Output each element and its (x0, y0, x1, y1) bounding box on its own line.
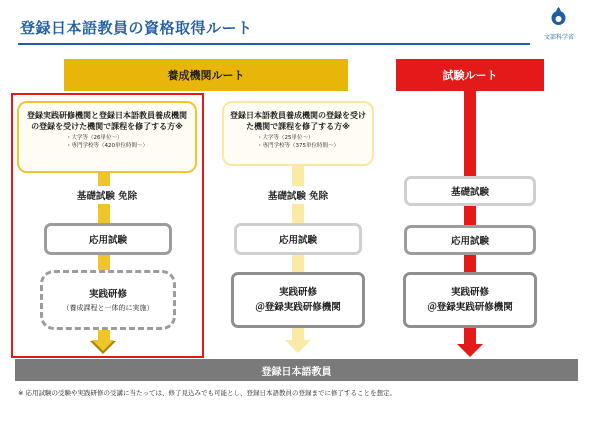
middle-path-condition-university: ・大学等（25単位～） (257, 135, 314, 141)
left-path-applied-exam-box: 応用試験 (44, 223, 172, 255)
exam-route-header: 試験ルート (396, 59, 544, 91)
middle-path-basic-exam-exempt: 基礎試験 免除 (253, 186, 343, 204)
page-title: 登録日本語教員の資格取得ルート (20, 19, 253, 37)
mext-logo-icon (551, 6, 566, 26)
mext-logo (537, 5, 581, 43)
left-path-condition-details (66, 134, 148, 150)
exam-route-practicum-box (403, 272, 537, 328)
middle-path-condition-vocational: ・専門学校等（375単位時間～） (257, 143, 339, 149)
registered-teacher-result-bar: 登録日本語教員 (15, 359, 578, 381)
left-path-condition-title: 登録実践研修機関と登録日本語教員養成機関の登録を受けた機関で課程を修了する方※ (27, 111, 187, 131)
left-path-practicum-title: 実践研修 (88, 288, 127, 300)
exam-route-practicum-title: 実践研修 (450, 287, 489, 298)
left-path-practicum-box (40, 270, 176, 330)
middle-path-applied-exam-box: 応用試験 (234, 223, 362, 255)
mext-logo-text: 文部科学省 (543, 34, 574, 41)
left-path-practicum-note: （養成課程と一体的に実施） (62, 303, 154, 312)
footnote: ※ 応用試験の受験や実践研修の受講に当たっては、修了見込みでも可能とし、登録日本語教員の登録までに修了することを想定。 (18, 389, 397, 397)
exam-route-practicum-note: ＠登録実践研修機関 (427, 302, 513, 313)
middle-path-practicum-box (231, 272, 365, 328)
left-path-condition-box (17, 101, 197, 173)
left-path-basic-exam-exempt: 基礎試験 免除 (62, 186, 152, 204)
middle-path-practicum-title: 実践研修 (278, 287, 317, 298)
middle-path-arrow-head (285, 340, 311, 353)
middle-path-condition-title: 登録日本語教員養成機関の登録を受けた機関で課程を修了する方※ (230, 111, 366, 131)
exam-route-arrow-head (457, 344, 483, 357)
exam-route-basic-exam-box: 基礎試験 (404, 176, 536, 206)
middle-path-condition-box (222, 101, 374, 166)
left-path-condition-university: ・大学等（26単位～） (66, 135, 123, 141)
middle-path-condition-details (257, 134, 339, 150)
training-route-header: 養成機関ルート (64, 59, 348, 91)
title-underline (18, 43, 530, 45)
exam-route-applied-exam-box: 応用試験 (404, 225, 536, 255)
left-path-condition-vocational: ・専門学校等（420単位時間～） (66, 143, 148, 149)
middle-path-practicum-note: ＠登録実践研修機関 (255, 302, 341, 313)
